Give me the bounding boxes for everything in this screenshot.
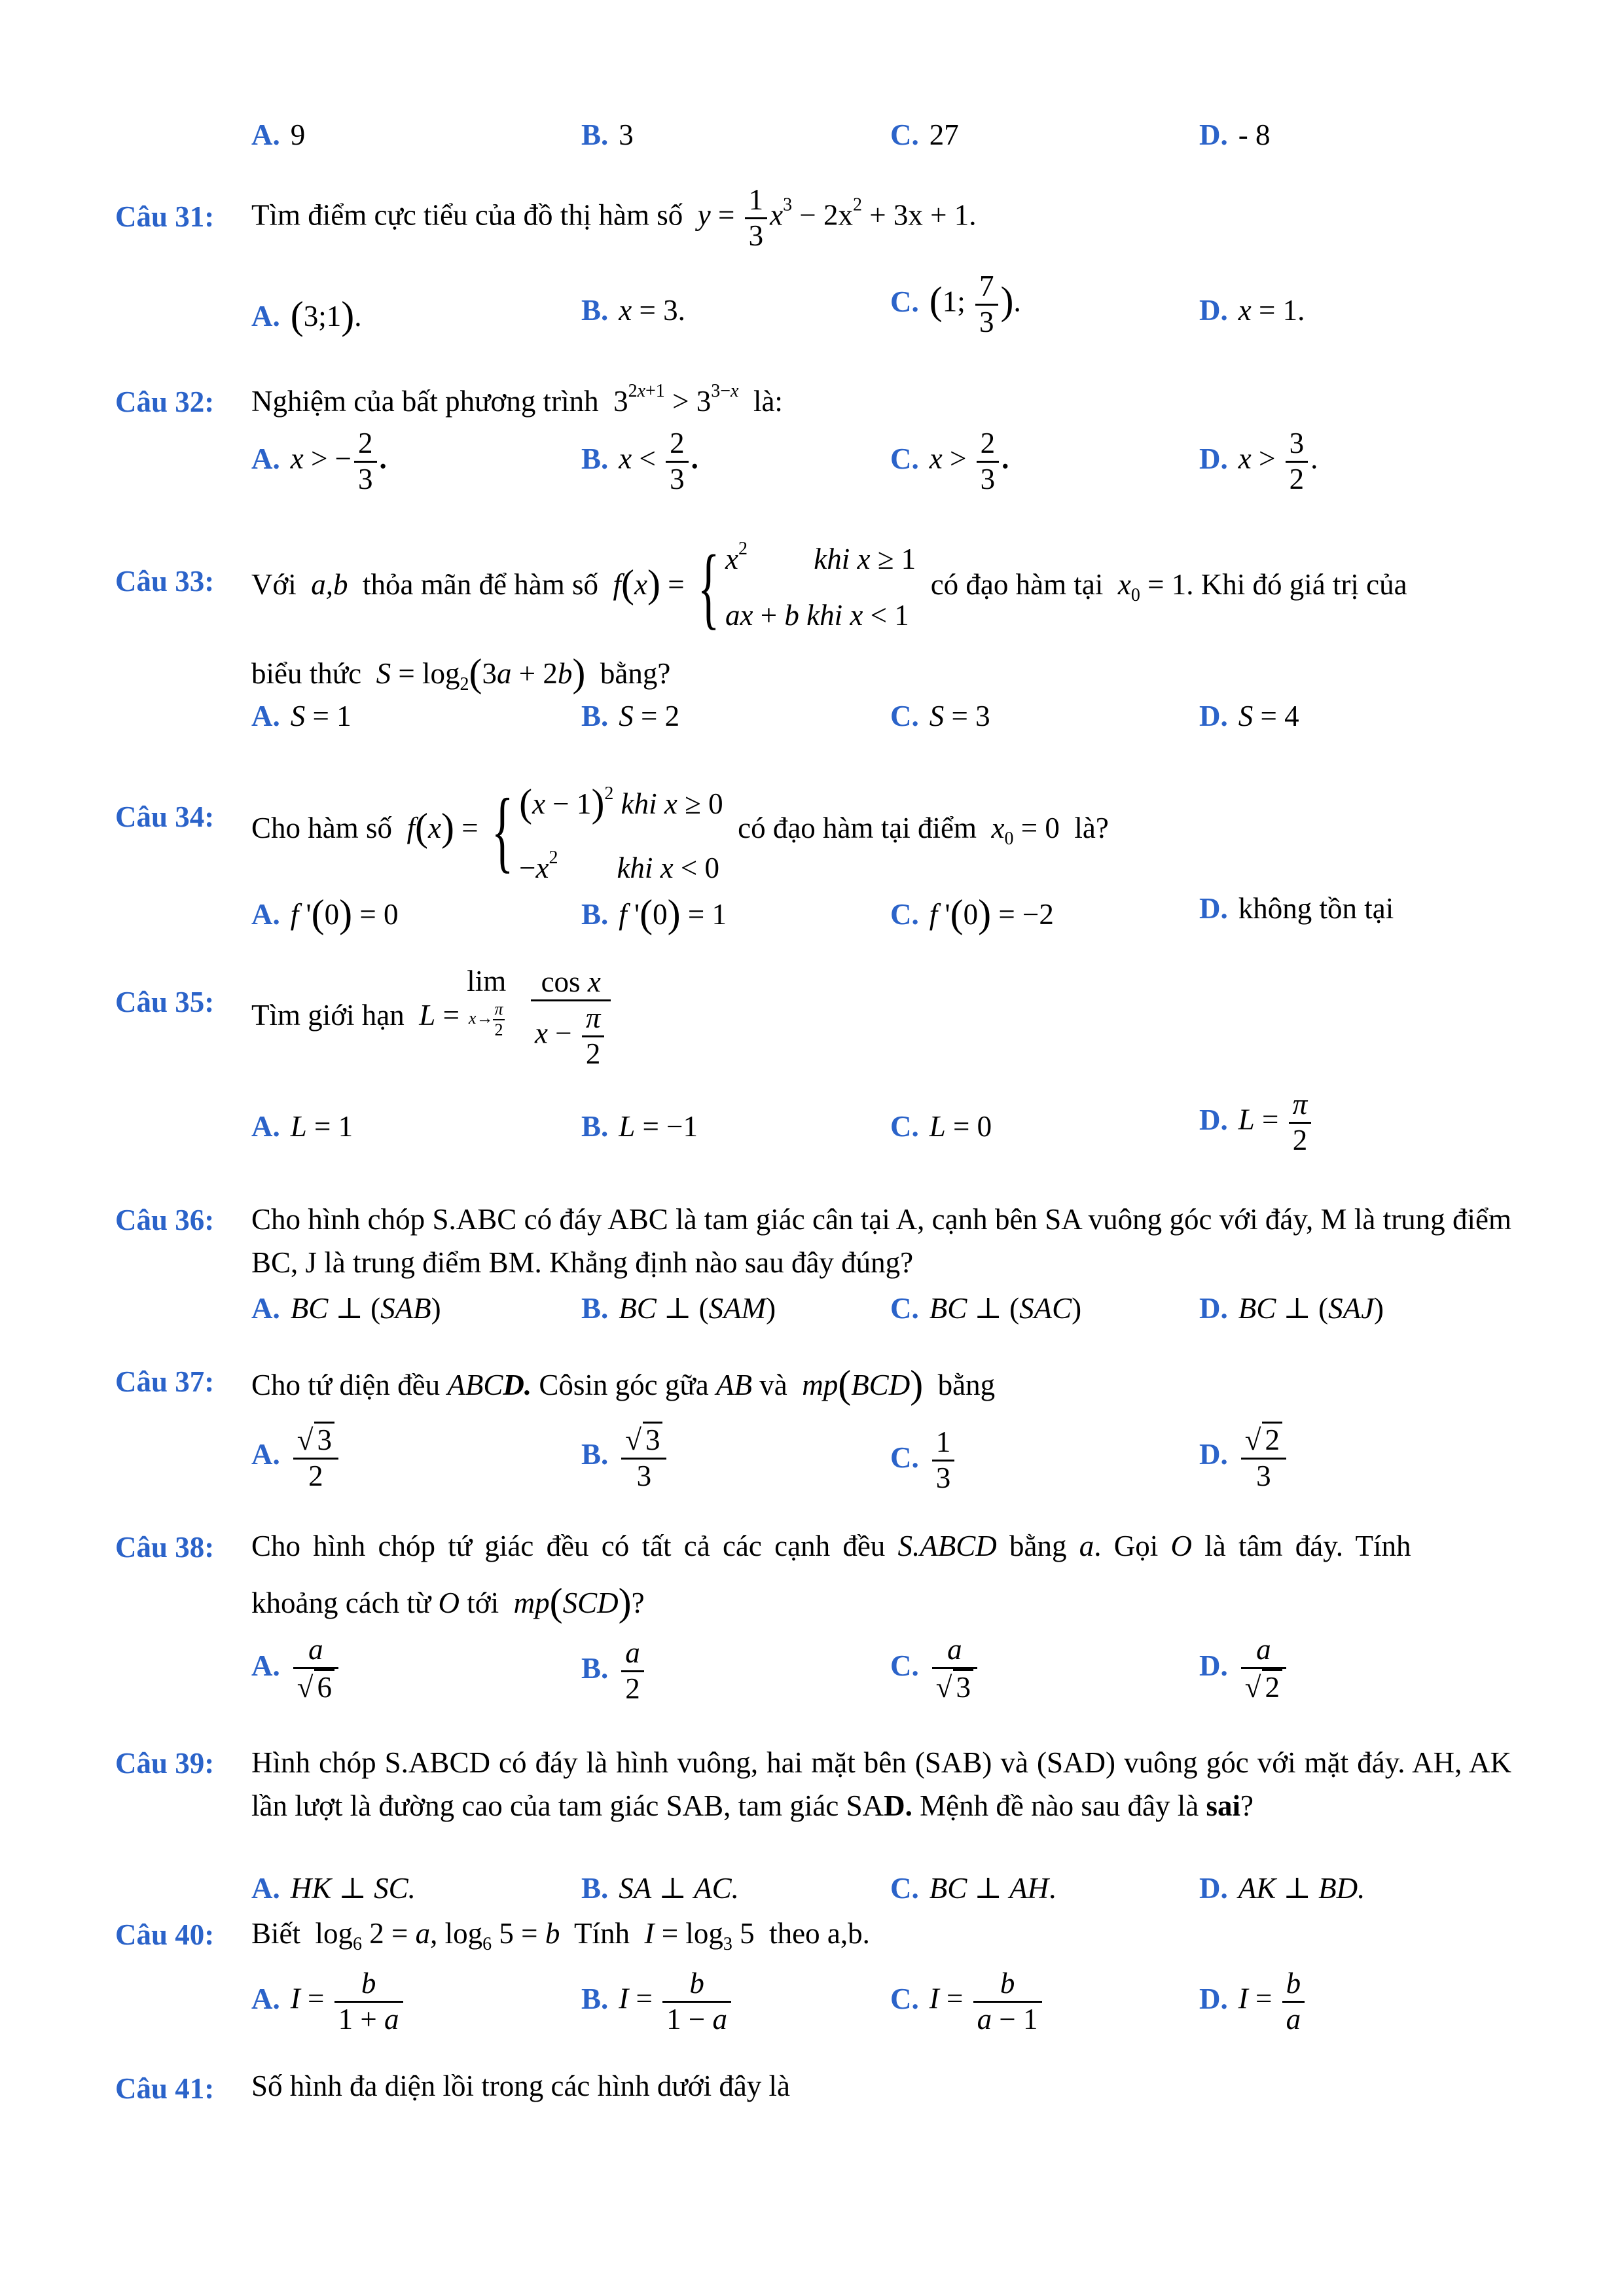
q39-option-a: A. HK ⊥ SC. bbox=[251, 1872, 416, 1905]
q32-option-d: D. x > $\frac{3}{2}$ . bbox=[1199, 427, 1318, 495]
q35-option-d: D. L = $\frac{\pi}{2}$ bbox=[1199, 1088, 1314, 1158]
q31-option-d: D. x = 1. bbox=[1199, 294, 1305, 327]
q32-text: Nghiệm của bất phương trình $3^{2x+1} > 3^{3-x}$ là: bbox=[251, 381, 783, 418]
q40-text: Biết $\log_6 2 = a$, $\log_6 5 = b$ Tính $I = \log_3 5$ theo a,b. bbox=[251, 1917, 870, 1954]
q36-option-d: D. BC ⊥ (SAJ) bbox=[1199, 1292, 1384, 1325]
q36-text: Cho hình chóp S.ABC có đáy ABC là tam giác cân tại A, cạnh bên SA vuông góc với đáy, M là trung điểm BC, J là trung điểm BM. Khẳng định nào sau đây đúng? bbox=[251, 1203, 1511, 1279]
q38-line2: khoảng cách từ O tới mp(SCD)? bbox=[251, 1581, 645, 1624]
q33-text: Với a,b thỏa mãn để hàm số f(x) = { $x^2$ khi x ≥ 1 ax + b khi x < 1 có đạo hàm tại $x_0 = 1$. Khi đó giá trị của bbox=[251, 536, 1407, 638]
q32-option-b: B. x < $\frac{2}{3}$ . bbox=[581, 427, 698, 495]
q37-text: Cho tứ diện đều ABCD. Côsin góc gữa AB và mp(BCD) bằng bbox=[251, 1363, 996, 1406]
q35-option-c: C. L = 0 bbox=[890, 1110, 992, 1143]
q39-option-d: D. AK ⊥ BD. bbox=[1199, 1872, 1365, 1905]
q31-text: Tìm điểm cực tiểu của đồ thị hàm số y = $\frac{1}{3}$ $x^3 - 2x^2 + 3x + 1$. bbox=[251, 183, 977, 252]
q34-option-c: C. f '(0) = −2 bbox=[890, 892, 1054, 935]
q37-option-c: C. $\frac{1}{3}$ bbox=[890, 1426, 957, 1496]
q35-label: Câu 35: bbox=[115, 986, 215, 1018]
q38-option-c: C. $\frac{a}{√ 3}$ bbox=[890, 1633, 980, 1705]
q32-option-c: C. x > $\frac{2}{3}$ . bbox=[890, 427, 1009, 495]
q36-option-a: A. BC ⊥ (SAB) bbox=[251, 1292, 441, 1325]
q33-option-a: A. S = 1 bbox=[251, 700, 352, 732]
q32-label: Câu 32: bbox=[115, 386, 215, 418]
q35-option-b: B. L = −1 bbox=[581, 1110, 698, 1143]
q39-label: Câu 39: bbox=[115, 1747, 215, 1780]
q35-option-a: A. L = 1 bbox=[251, 1110, 353, 1143]
q30-option-c: C. 27 bbox=[890, 118, 959, 151]
q34-option-d: D. không tồn tại bbox=[1199, 892, 1394, 925]
q34-text: Cho hàm số f(x) = { $(x - 1)^2$ khi x ≥ 0 $-x^2$ khi x < 0 có đạo hàm tại điểm $x_0 = 0$ là? bbox=[251, 780, 1109, 884]
q39-option-b: B. SA ⊥ AC. bbox=[581, 1872, 739, 1905]
q38-option-b: B. $\frac{a}{2}$ bbox=[581, 1636, 647, 1706]
q33-option-c: C. S = 3 bbox=[890, 700, 990, 732]
q36-option-c: C. BC ⊥ (SAC) bbox=[890, 1292, 1082, 1325]
q36-label: Câu 36: bbox=[115, 1204, 215, 1236]
q34-option-a: A. f '(0) = 0 bbox=[251, 892, 399, 935]
q31-label: Câu 31: bbox=[115, 200, 215, 233]
q32-option-a: A. x > − $\frac{2}{3}$ . bbox=[251, 427, 387, 495]
q40-option-b: B. I = $\frac{b}{1 - a}$ bbox=[581, 1967, 734, 2037]
q30-option-b: B. 3 bbox=[581, 118, 634, 151]
q31-option-b: B. x = 3. bbox=[581, 294, 685, 327]
q36-option-b: B. BC ⊥ (SAM) bbox=[581, 1292, 776, 1325]
q37-option-d: D. $\frac{√ 2}{3}$ bbox=[1199, 1422, 1289, 1494]
q33-option-b: B. S = 2 bbox=[581, 700, 680, 732]
q40-option-d: D. I = $\frac{b}{a}$ bbox=[1199, 1967, 1307, 2037]
q33-line2: biểu thức $S = \log_2(3a + 2b)$ bằng? bbox=[251, 651, 671, 694]
q39-text: Hình chóp S.ABCD có đáy là hình vuông, hai mặt bên (SAB) và (SAD) vuông góc với mặt đáy. AH, AK lần lượt là đường cao của tam giác SAB, tam giác SAD. Mệnh đề nào sau đây là sai? bbox=[251, 1746, 1511, 1822]
q40-option-c: C. I = $\frac{b}{a - 1}$ bbox=[890, 1967, 1045, 2037]
q35-text: Tìm giới hạn L = lim x→ $\frac{\pi}{2}$ cos x x − $\frac{\pi}{2}$ bbox=[251, 965, 613, 1071]
q41-label: Câu 41: bbox=[115, 2072, 215, 2105]
q34-option-b: B. f '(0) = 1 bbox=[581, 892, 727, 935]
q40-label: Câu 40: bbox=[115, 1918, 215, 1951]
q37-label: Câu 37: bbox=[115, 1365, 215, 1398]
q38-label: Câu 38: bbox=[115, 1531, 215, 1564]
q41-text: Số hình đa diện lồi trong các hình dưới đây là bbox=[251, 2070, 791, 2102]
q40-option-a: A. I = $\frac{b}{1 + a}$ bbox=[251, 1967, 406, 2037]
q34-label: Câu 34: bbox=[115, 800, 215, 833]
q31-option-c: C. (1; $\frac{7}{3}$ ). bbox=[890, 270, 1021, 338]
q33-label: Câu 33: bbox=[115, 565, 215, 598]
q37-option-b: B. $\frac{√ 3}{3}$ bbox=[581, 1422, 669, 1494]
q30-option-a: A. 9 bbox=[251, 118, 306, 151]
q39-option-c: C. BC ⊥ AH. bbox=[890, 1872, 1056, 1905]
q38-text: Cho hình chóp tứ giác đều có tất cả các cạnh đều S.ABCD bằng a. Gọi O là tâm đáy. Tính bbox=[251, 1530, 1411, 1562]
q38-option-d: D. $\frac{a}{√ 2}$ bbox=[1199, 1633, 1289, 1705]
q31-option-a: A. (3;1). bbox=[251, 294, 362, 337]
q37-option-a: A. $\frac{√ 3}{2}$ bbox=[251, 1422, 341, 1494]
q33-option-d: D. S = 4 bbox=[1199, 700, 1299, 732]
q30-option-d: D. - 8 bbox=[1199, 118, 1271, 151]
q38-option-a: A. $\frac{a}{√ 6}$ bbox=[251, 1633, 341, 1705]
